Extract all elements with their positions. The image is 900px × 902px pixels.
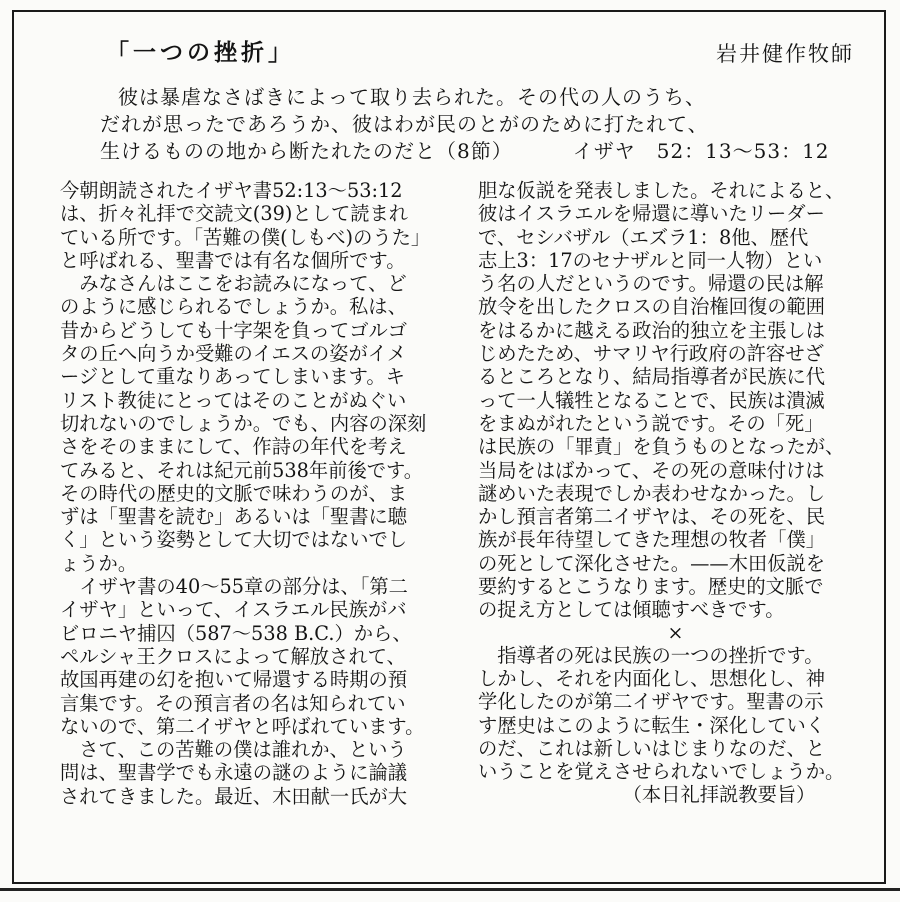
text-line: みなさんはここをお読みになって、ど [60, 272, 407, 296]
text-line: タの丘へ向うか受難のイエスの姿がイメ [60, 342, 407, 366]
text-line: じめたため、サマリヤ行政府の許容せざ [478, 342, 824, 366]
text-line: 切れないのでしょうか。でも、内容の深刻 [60, 411, 427, 435]
text-line: イザヤ書の40〜55章の部分は、「第二 [60, 575, 408, 599]
text-line: 当局をはばかって、その死の意味付けは [478, 458, 825, 482]
text-line: のだ、これは新しいはじまりなのだ、と [478, 736, 826, 760]
epigraph-line-1: 彼は暴虐なさばきによって取り去られた。その代の人のうち、 [118, 85, 706, 109]
epigraph-line-3-text: 生けるものの地から断たれたのだと（8節） [100, 139, 513, 163]
bottom-rule [0, 888, 900, 891]
text-line: しかし、それを内面化し、思想化し、神 [478, 666, 826, 690]
text-line: 族が長年待望してきた理想の牧者「僕」 [478, 528, 826, 552]
text-line: ょうか。 [60, 551, 138, 575]
text-line: その時代の歴史的文脈で味わうのが、ま [60, 481, 408, 505]
text-line: で、セシバザル（エズラ1：8他、歴代 [478, 225, 809, 249]
text-line: 今朝朗読されたイザヤ書52:13〜53:12 [60, 179, 403, 202]
text-line: ずは「聖書を読む」あるいは「聖書に聴 [60, 505, 408, 529]
text-line: と呼ばれる、聖書では有名な個所です。 [60, 248, 406, 272]
text-line: をまぬがれたという説です。その「死」 [478, 411, 824, 435]
text-line: さて、この苦難の僕は誰れか、という [60, 738, 407, 762]
text-line: は、折々礼拝で交読文(39)として読まれ [60, 202, 409, 226]
text-line: をはるかに越える政治的独立を主張しは [478, 318, 826, 342]
text-line: （本日礼拝説教要旨） [478, 783, 816, 807]
text-line: は民族の「罪責」を負うものとなったが、 [478, 435, 845, 459]
text-line: ないので、第二イザヤと呼ばれています。 [60, 714, 425, 738]
right-column-bottom [478, 644, 873, 807]
epigraph-line-3 [100, 138, 860, 165]
scripture-reference: イザヤ 52：13〜53：12 [572, 139, 830, 163]
text-line: てみると、それは紀元前538年前後です。 [60, 458, 424, 482]
text-line: って一人犠牲となることで、民族は潰滅 [478, 388, 825, 412]
text-line: 昔からどうしても十字架を負ってゴルゴ [60, 318, 408, 342]
text-line: 故国再建の幻を抱いて帰還する時期の預 [60, 668, 408, 692]
text-line: ージとして重なりあってしまいます。キ [60, 365, 405, 389]
text-line: ている所です。「苦難の僕(しもべ)のうた」 [60, 225, 431, 249]
text-line: 指導者の死は民族の一つの挫折です。 [478, 643, 824, 667]
text-line: されてきました。最近、木田献一氏が大 [60, 784, 408, 808]
article-title: 「一つの挫折」 [106, 39, 295, 66]
text-line: いうことを覚えさせられないでしょうか。 [478, 760, 845, 784]
text-line: 言集です。その預言者の名は知られてい [60, 691, 406, 715]
text-line: 問は、聖書学でも永遠の謎のように論議 [60, 761, 408, 785]
text-line: かし預言者第二イザヤは、その死を、民 [478, 505, 826, 529]
section-separator: × [667, 621, 684, 644]
right-column-top [478, 179, 873, 622]
left-column [60, 179, 440, 808]
text-line: 謎めいた表現でしか表わせなかった。し [478, 481, 826, 505]
text-line: う名の人だというのです。帰還の民は解 [478, 272, 824, 296]
text-line: の捉え方としては傾聴すべきです。 [478, 598, 785, 622]
text-line: 彼はイスラエルを帰還に導いたリーダー [478, 202, 825, 226]
text-line: イザヤ」といって、イスラエル民族がバ [60, 598, 407, 622]
text-line: 胆な仮説を発表しました。それによると、 [478, 179, 845, 202]
text-line: ビロニヤ捕囚（587〜538 B.C.）から、 [60, 621, 412, 645]
text-line: 志上3：17のセナザルと同一人物）とい [478, 248, 823, 272]
text-line: 放令を出したクロスの自治権回復の範囲 [478, 295, 826, 319]
text-line: リスト教徒にとってはそのことがぬぐい [60, 388, 407, 412]
text-line: 要約するとこうなります。歴史的文脈で [478, 575, 824, 599]
text-line: 学化したのが第二イザヤです。聖書の示 [478, 690, 824, 714]
text-line: す歴史はこのように転生・深化していく [478, 713, 826, 737]
author-name: 岩井健作牧師 [716, 42, 854, 66]
right-column [478, 179, 873, 807]
text-line: るところとなり、結局指導者が民族に代 [478, 365, 826, 389]
scripture-epigraph [100, 84, 860, 165]
text-line: の死として深化させた。——木田仮説を [478, 551, 826, 575]
text-line: さをそのままにして、作詩の年代を考え [60, 435, 407, 459]
text-line: のように感じられるでしょうか。私は、 [60, 295, 407, 319]
epigraph-line-2: だれが思ったであろうか、彼はわが民のとがのために打たれて、 [100, 112, 709, 136]
text-line: く」という姿勢として大切ではないでし [60, 528, 408, 552]
text-line: ペルシャ王クロスによって解放されて、 [60, 644, 406, 668]
